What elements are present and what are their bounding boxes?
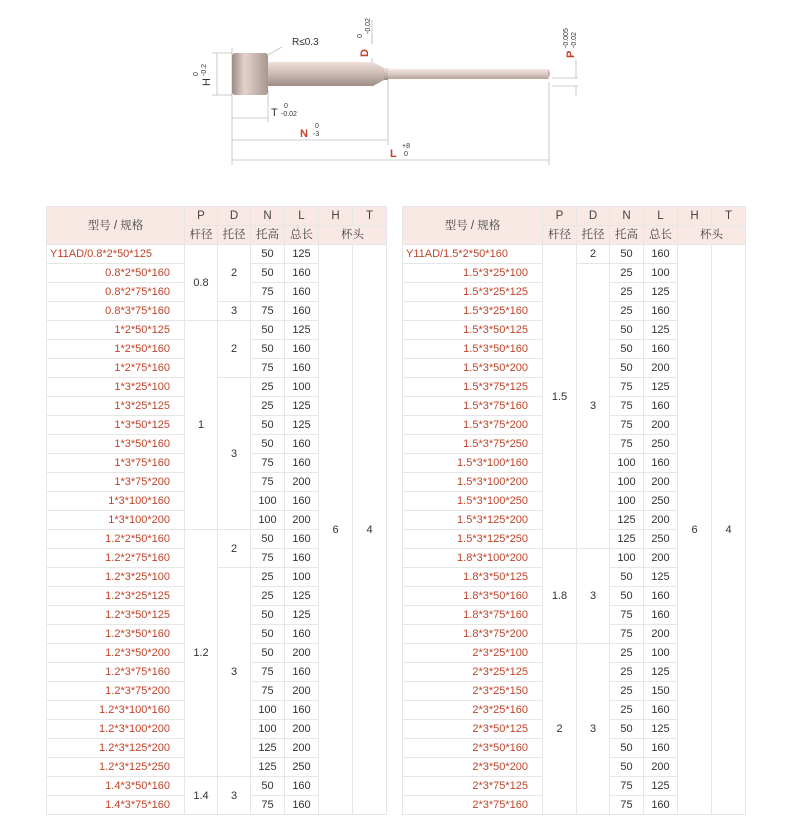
l-cell: 200 <box>644 625 678 644</box>
l-cell: 200 <box>285 682 319 701</box>
n-cell: 50 <box>251 435 285 454</box>
d-cell: 2 <box>218 530 251 568</box>
n-cell: 100 <box>251 492 285 511</box>
model-cell: 1*3*50*160 <box>47 435 185 454</box>
header-ht-sub: 杯头 <box>319 226 387 245</box>
l-cell: 125 <box>285 245 319 264</box>
l-cell: 250 <box>285 758 319 777</box>
l-cell: 125 <box>644 663 678 682</box>
n-cell: 75 <box>251 549 285 568</box>
n-cell: 75 <box>251 283 285 302</box>
l-cell: 200 <box>285 511 319 530</box>
l-cell: 160 <box>644 340 678 359</box>
model-cell: 2*3*75*160 <box>403 796 543 815</box>
model-cell: 1.5*3*25*125 <box>403 283 543 302</box>
l-cell: 250 <box>644 492 678 511</box>
l-cell: 160 <box>644 739 678 758</box>
r-label: R≤0.3 <box>292 37 319 48</box>
model-cell: 1.5*3*75*250 <box>403 435 543 454</box>
header-n-sub: 托高 <box>251 226 285 245</box>
model-cell: 1.5*3*25*160 <box>403 302 543 321</box>
n-cell: 75 <box>610 435 644 454</box>
n-cell: 50 <box>251 644 285 663</box>
l-cell: 160 <box>285 492 319 511</box>
header-d-sub: 托径 <box>218 226 251 245</box>
l-cell: 200 <box>285 720 319 739</box>
n-cell: 25 <box>610 302 644 321</box>
pin-shank <box>267 62 373 86</box>
model-cell: 1.2*3*75*200 <box>47 682 185 701</box>
n-cell: 25 <box>251 568 285 587</box>
model-cell: 1.8*3*50*160 <box>403 587 543 606</box>
model-cell: 1.8*3*75*200 <box>403 625 543 644</box>
d-cell: 3 <box>218 378 251 530</box>
n-cell: 50 <box>610 321 644 340</box>
l-cell: 160 <box>285 435 319 454</box>
n-tol-upper: 0 <box>315 123 319 130</box>
model-cell: 1.5*3*125*250 <box>403 530 543 549</box>
model-cell: 2*3*75*125 <box>403 777 543 796</box>
t-cell: 4 <box>712 245 746 815</box>
n-cell: 75 <box>610 777 644 796</box>
n-cell: 25 <box>610 644 644 663</box>
n-cell: 75 <box>610 796 644 815</box>
n-cell: 50 <box>610 720 644 739</box>
n-tol-lower: -3 <box>313 131 320 138</box>
model-cell: 2*3*25*125 <box>403 663 543 682</box>
l-cell: 250 <box>644 435 678 454</box>
model-cell: 1.2*3*25*100 <box>47 568 185 587</box>
model-cell: 1*3*50*125 <box>47 416 185 435</box>
n-cell: 75 <box>251 682 285 701</box>
n-cell: 25 <box>610 264 644 283</box>
ejector-pin-diagram <box>0 0 790 190</box>
n-cell: 125 <box>251 758 285 777</box>
model-cell: 1*2*50*160 <box>47 340 185 359</box>
n-cell: 50 <box>251 264 285 283</box>
l-cell: 160 <box>285 302 319 321</box>
n-cell: 50 <box>251 416 285 435</box>
l-tol-lower: 0 <box>404 151 408 158</box>
p-cell: 2 <box>543 644 577 815</box>
header-l-sub: 总长 <box>285 226 319 245</box>
l-cell: 200 <box>644 549 678 568</box>
l-cell: 200 <box>285 644 319 663</box>
l-cell: 160 <box>285 796 319 815</box>
model-cell: 1.8*3*100*200 <box>403 549 543 568</box>
l-cell: 125 <box>285 416 319 435</box>
model-cell: 2*3*50*200 <box>403 758 543 777</box>
l-cell: 160 <box>285 625 319 644</box>
header-h: H <box>678 207 712 226</box>
model-cell: 1.5*3*25*100 <box>403 264 543 283</box>
model-cell: 1.8*3*75*160 <box>403 606 543 625</box>
model-cell: 1.5*3*125*200 <box>403 511 543 530</box>
model-cell: 2*3*25*160 <box>403 701 543 720</box>
l-cell: 200 <box>285 473 319 492</box>
n-cell: 50 <box>251 530 285 549</box>
n-cell: 50 <box>610 245 644 264</box>
l-cell: 100 <box>285 568 319 587</box>
l-cell: 160 <box>285 549 319 568</box>
l-cell: 160 <box>285 663 319 682</box>
n-label: N <box>300 128 308 140</box>
n-cell: 75 <box>610 606 644 625</box>
model-cell: 2*3*25*100 <box>403 644 543 663</box>
t-label: T <box>271 107 278 119</box>
l-cell: 160 <box>285 340 319 359</box>
n-cell: 25 <box>610 682 644 701</box>
model-cell: 0.8*3*75*160 <box>47 302 185 321</box>
l-cell: 160 <box>285 454 319 473</box>
n-cell: 75 <box>610 378 644 397</box>
header-d: D <box>577 207 610 226</box>
n-cell: 50 <box>610 568 644 587</box>
h-label: H <box>201 78 213 86</box>
model-cell: 1*2*50*125 <box>47 321 185 340</box>
d-cell: 2 <box>577 245 610 264</box>
n-cell: 75 <box>251 663 285 682</box>
n-cell: 50 <box>610 340 644 359</box>
table-header <box>403 207 746 245</box>
d-label: D <box>359 49 371 57</box>
model-cell: 1*3*100*200 <box>47 511 185 530</box>
l-cell: 160 <box>644 454 678 473</box>
n-cell: 25 <box>610 283 644 302</box>
model-cell: 1.4*3*75*160 <box>47 796 185 815</box>
header-p-sub: 杆径 <box>543 226 577 245</box>
p-cell: 1.2 <box>185 530 218 777</box>
model-cell: Y11AD/1.5*2*50*160 <box>403 245 543 264</box>
l-cell: 200 <box>644 416 678 435</box>
model-cell: 1.5*3*75*160 <box>403 397 543 416</box>
d-tol-upper: 0 <box>357 34 364 38</box>
table-row <box>403 245 746 264</box>
l-cell: 150 <box>644 682 678 701</box>
header-h: H <box>319 207 353 226</box>
l-cell: 200 <box>285 739 319 758</box>
n-cell: 50 <box>251 321 285 340</box>
h-cell: 6 <box>678 245 712 815</box>
d-cell: 3 <box>577 644 610 815</box>
header-p: P <box>185 207 218 226</box>
model-cell: 1.2*2*50*160 <box>47 530 185 549</box>
h-tol-lower: -0.2 <box>201 63 208 76</box>
model-cell: 1.2*3*50*200 <box>47 644 185 663</box>
l-cell: 160 <box>644 245 678 264</box>
model-cell: 1.5*3*75*125 <box>403 378 543 397</box>
p-tol-upper: -0.005 <box>563 28 570 48</box>
model-cell: 1*3*25*100 <box>47 378 185 397</box>
n-cell: 75 <box>610 625 644 644</box>
n-cell: 75 <box>610 397 644 416</box>
l-cell: 125 <box>285 321 319 340</box>
header-l: L <box>285 207 319 226</box>
model-cell: 1*3*25*125 <box>47 397 185 416</box>
model-cell: 2*3*50*125 <box>403 720 543 739</box>
header-p-sub: 杆径 <box>185 226 218 245</box>
t-tol-upper: 0 <box>284 103 288 110</box>
l-cell: 160 <box>644 701 678 720</box>
n-cell: 125 <box>251 739 285 758</box>
header-model: 型号 / 规格 <box>403 207 543 245</box>
model-cell: 0.8*2*50*160 <box>47 264 185 283</box>
n-cell: 50 <box>610 359 644 378</box>
spec-table-left <box>46 206 387 815</box>
header-ht-sub: 杯头 <box>678 226 746 245</box>
model-cell: 1.2*3*25*125 <box>47 587 185 606</box>
l-cell: 200 <box>644 473 678 492</box>
model-cell: 1.5*3*75*200 <box>403 416 543 435</box>
header-t: T <box>712 207 746 226</box>
n-cell: 50 <box>251 625 285 644</box>
model-cell: 1.5*3*50*125 <box>403 321 543 340</box>
n-cell: 100 <box>610 473 644 492</box>
header-model: 型号 / 规格 <box>47 207 185 245</box>
l-cell: 125 <box>285 397 319 416</box>
p-cell: 0.8 <box>185 245 218 321</box>
l-cell: 160 <box>644 397 678 416</box>
l-cell: 160 <box>285 777 319 796</box>
n-cell: 75 <box>610 416 644 435</box>
l-cell: 160 <box>285 283 319 302</box>
n-cell: 25 <box>251 397 285 416</box>
d-cell: 3 <box>577 264 610 549</box>
l-cell: 160 <box>644 606 678 625</box>
n-cell: 75 <box>251 454 285 473</box>
l-cell: 200 <box>644 359 678 378</box>
header-n-sub: 托高 <box>610 226 644 245</box>
n-cell: 50 <box>610 739 644 758</box>
n-cell: 25 <box>610 701 644 720</box>
l-tol-upper: +8 <box>402 143 410 150</box>
header-l-sub: 总长 <box>644 226 678 245</box>
d-tol-lower: -0.02 <box>365 18 372 34</box>
l-cell: 125 <box>644 568 678 587</box>
header-d-sub: 托径 <box>577 226 610 245</box>
n-cell: 125 <box>610 511 644 530</box>
model-cell: 1.5*3*100*160 <box>403 454 543 473</box>
n-cell: 50 <box>610 758 644 777</box>
l-cell: 160 <box>644 587 678 606</box>
l-cell: 100 <box>644 644 678 663</box>
n-cell: 75 <box>251 796 285 815</box>
model-cell: 2*3*25*150 <box>403 682 543 701</box>
n-cell: 75 <box>251 302 285 321</box>
n-cell: 50 <box>251 777 285 796</box>
n-cell: 50 <box>251 340 285 359</box>
l-cell: 125 <box>644 777 678 796</box>
d-cell: 3 <box>218 302 251 321</box>
l-cell: 125 <box>644 283 678 302</box>
table-row <box>47 245 387 264</box>
l-cell: 125 <box>644 720 678 739</box>
model-cell: 1.2*3*125*250 <box>47 758 185 777</box>
model-cell: 1.5*3*50*200 <box>403 359 543 378</box>
l-cell: 125 <box>644 378 678 397</box>
model-cell: 1.2*3*50*160 <box>47 625 185 644</box>
p-cell: 1.8 <box>543 549 577 644</box>
pin-tip <box>388 69 548 79</box>
model-cell: 1.8*3*50*125 <box>403 568 543 587</box>
model-cell: 1.5*3*100*200 <box>403 473 543 492</box>
table-header <box>47 207 387 245</box>
p-cell: 1 <box>185 321 218 530</box>
header-n: N <box>251 207 285 226</box>
n-cell: 100 <box>610 492 644 511</box>
model-cell: 1.2*3*50*125 <box>47 606 185 625</box>
model-cell: 1*3*75*200 <box>47 473 185 492</box>
d-cell: 3 <box>218 568 251 777</box>
l-cell: 160 <box>644 302 678 321</box>
l-cell: 250 <box>644 530 678 549</box>
n-cell: 100 <box>251 511 285 530</box>
header-d: D <box>218 207 251 226</box>
model-cell: 1.2*3*125*200 <box>47 739 185 758</box>
l-cell: 160 <box>644 796 678 815</box>
l-cell: 125 <box>285 587 319 606</box>
p-cell: 1.5 <box>543 245 577 549</box>
model-cell: 1.5*3*100*250 <box>403 492 543 511</box>
header-t: T <box>353 207 387 226</box>
h-cell: 6 <box>319 245 353 815</box>
n-cell: 50 <box>251 606 285 625</box>
n-cell: 25 <box>251 378 285 397</box>
n-cell: 100 <box>610 549 644 568</box>
p-tol-lower: -0.02 <box>571 32 578 48</box>
pin-head <box>232 53 268 95</box>
l-cell: 125 <box>644 321 678 340</box>
l-cell: 125 <box>285 606 319 625</box>
d-cell: 3 <box>218 777 251 815</box>
n-cell: 100 <box>610 454 644 473</box>
model-cell: 1.4*3*50*160 <box>47 777 185 796</box>
model-cell: 1*3*75*160 <box>47 454 185 473</box>
d-cell: 2 <box>218 321 251 378</box>
n-cell: 75 <box>251 473 285 492</box>
d-cell: 3 <box>577 549 610 644</box>
l-cell: 160 <box>285 359 319 378</box>
n-cell: 25 <box>251 587 285 606</box>
l-cell: 200 <box>644 758 678 777</box>
model-cell: 0.8*2*75*160 <box>47 283 185 302</box>
h-tol-upper: 0 <box>193 72 200 76</box>
n-cell: 50 <box>610 587 644 606</box>
model-cell: 1.2*3*100*160 <box>47 701 185 720</box>
n-cell: 75 <box>251 359 285 378</box>
p-label: P <box>565 50 577 58</box>
d-cell: 2 <box>218 245 251 302</box>
header-n: N <box>610 207 644 226</box>
header-p: P <box>543 207 577 226</box>
t-cell: 4 <box>353 245 387 815</box>
model-cell: 1.2*3*100*200 <box>47 720 185 739</box>
l-label: L <box>390 148 397 160</box>
model-cell: 1.2*3*75*160 <box>47 663 185 682</box>
n-cell: 100 <box>251 701 285 720</box>
n-cell: 50 <box>251 245 285 264</box>
header-l: L <box>644 207 678 226</box>
l-cell: 100 <box>285 378 319 397</box>
model-cell: 1.5*3*50*160 <box>403 340 543 359</box>
model-cell: 1.2*2*75*160 <box>47 549 185 568</box>
p-cell: 1.4 <box>185 777 218 815</box>
n-cell: 125 <box>610 530 644 549</box>
l-cell: 160 <box>285 530 319 549</box>
n-cell: 100 <box>251 720 285 739</box>
model-cell: 2*3*50*160 <box>403 739 543 758</box>
l-cell: 160 <box>285 264 319 283</box>
t-tol-lower: -0.02 <box>281 111 297 118</box>
model-cell: Y11AD/0.8*2*50*125 <box>47 245 185 264</box>
spec-table-right <box>402 206 746 815</box>
l-cell: 160 <box>285 701 319 720</box>
model-cell: 1*3*100*160 <box>47 492 185 511</box>
model-cell: 1*2*75*160 <box>47 359 185 378</box>
l-cell: 200 <box>644 511 678 530</box>
n-cell: 25 <box>610 663 644 682</box>
l-cell: 100 <box>644 264 678 283</box>
